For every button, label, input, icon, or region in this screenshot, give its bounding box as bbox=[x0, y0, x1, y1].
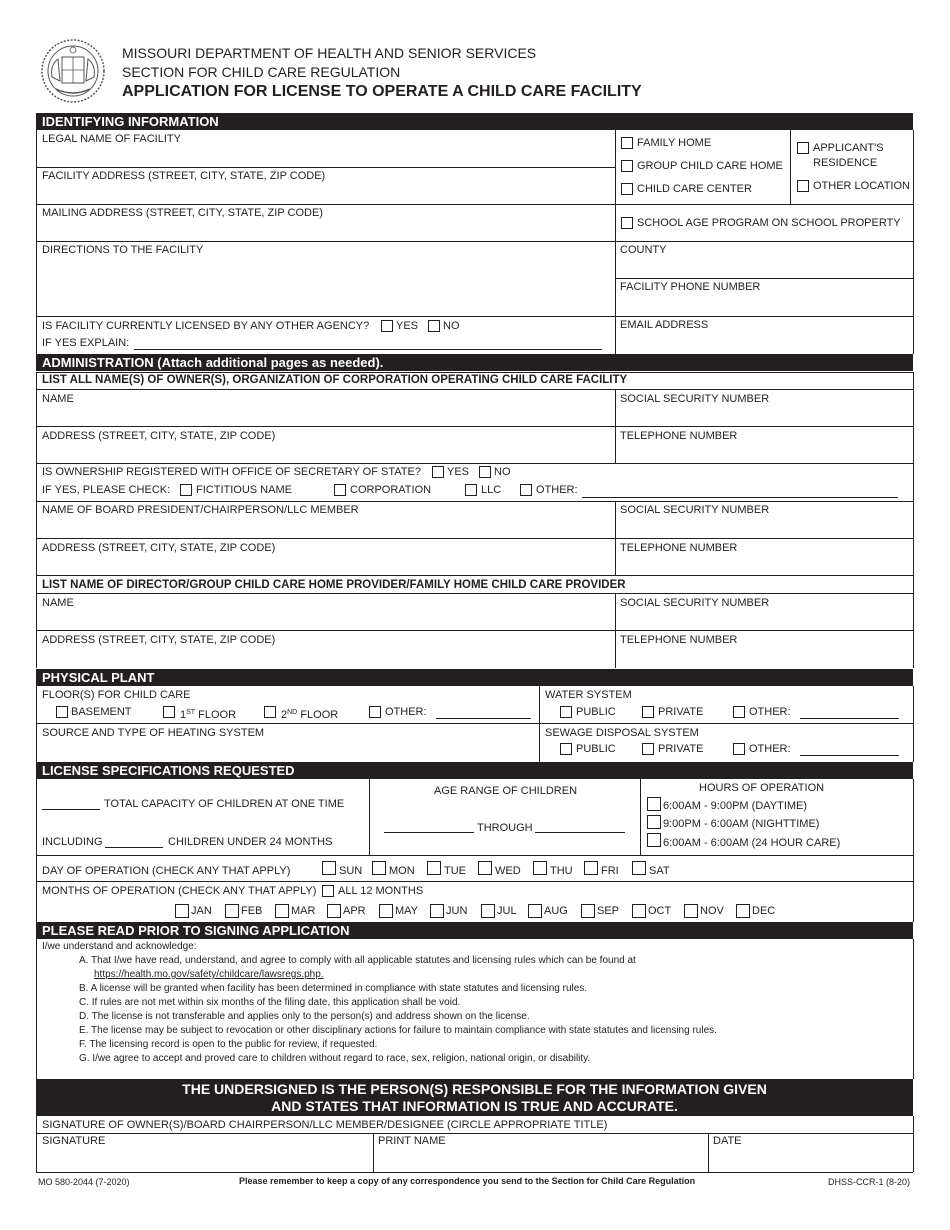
water-public-label: PUBLIC bbox=[576, 706, 616, 718]
page-title: APPLICATION FOR LICENSE TO OPERATE A CHILD CARE FACILITY bbox=[122, 83, 642, 100]
floor-other-checkbox[interactable] bbox=[369, 706, 381, 718]
under-24-label: CHILDREN UNDER 24 MONTHS bbox=[168, 836, 333, 848]
ownership-no-checkbox[interactable] bbox=[479, 466, 491, 478]
child-care-center-checkbox[interactable] bbox=[621, 183, 633, 195]
ownership-other-label: OTHER: bbox=[536, 484, 578, 496]
laws-link[interactable]: https://health.mo.gov/safety/childcare/lawsregs.php. bbox=[94, 969, 324, 980]
month-dec-checkbox[interactable] bbox=[736, 904, 750, 918]
owner-telephone-field[interactable]: TELEPHONE NUMBER bbox=[620, 430, 738, 442]
months-of-operation-label: MONTHS OF OPERATION (CHECK ANY THAT APPLY) bbox=[42, 885, 317, 897]
water-system-label: WATER SYSTEM bbox=[545, 689, 632, 701]
signature-field[interactable]: SIGNATURE bbox=[42, 1135, 106, 1147]
corporation-checkbox[interactable] bbox=[334, 484, 346, 496]
print-name-field[interactable]: PRINT NAME bbox=[378, 1135, 446, 1147]
days-of-operation-label: DAY OF OPERATION (CHECK ANY THAT APPLY) bbox=[42, 865, 291, 877]
director-ssn-field[interactable]: SOCIAL SECURITY NUMBER bbox=[620, 597, 770, 609]
licensed-no-label: NO bbox=[443, 320, 460, 332]
day-sat-checkbox[interactable] bbox=[632, 861, 646, 875]
month-jul-checkbox[interactable] bbox=[481, 904, 495, 918]
other-location-label: OTHER LOCATION bbox=[813, 180, 910, 192]
water-public-checkbox[interactable] bbox=[560, 706, 572, 718]
state-seal bbox=[40, 37, 106, 105]
acknowledge-f: F. The licensing record is open to the public for review, if requested. bbox=[79, 1039, 378, 1050]
identifying-section-heading: IDENTIFYING INFORMATION bbox=[36, 113, 913, 130]
llc-checkbox[interactable] bbox=[465, 484, 477, 496]
please-read-heading: PLEASE READ PRIOR TO SIGNING APPLICATION bbox=[36, 922, 913, 939]
group-home-label: GROUP CHILD CARE HOME bbox=[637, 160, 783, 172]
basement-label: BASEMENT bbox=[71, 706, 132, 718]
director-telephone-field[interactable]: TELEPHONE NUMBER bbox=[620, 634, 738, 646]
under-24-line[interactable] bbox=[105, 847, 163, 848]
mailing-address-field[interactable]: MAILING ADDRESS (STREET, CITY, STATE, ZIP CODE) bbox=[42, 207, 323, 219]
ownership-no-label: NO bbox=[494, 466, 511, 478]
first-floor-word: FLOOR bbox=[198, 709, 237, 721]
second-floor-word: FLOOR bbox=[300, 709, 339, 721]
county-field[interactable]: COUNTY bbox=[620, 244, 667, 256]
first-floor-checkbox[interactable] bbox=[163, 706, 175, 718]
board-ssn-field[interactable]: SOCIAL SECURITY NUMBER bbox=[620, 504, 770, 516]
acknowledge-a: A. That I/we have read, understand, and agree to comply with all applicable statutes and licensing rules which can be found at bbox=[79, 955, 636, 966]
directions-field[interactable]: DIRECTIONS TO THE FACILITY bbox=[42, 244, 204, 256]
board-address-field[interactable]: ADDRESS (STREET, CITY, STATE, ZIP CODE) bbox=[42, 542, 276, 554]
second-floor-suffix: ND bbox=[287, 709, 298, 716]
water-private-label: PRIVATE bbox=[658, 706, 704, 718]
day-wed-label: WED bbox=[495, 865, 521, 877]
owner-name-field[interactable]: NAME bbox=[42, 393, 74, 405]
day-sun-label: SUN bbox=[339, 865, 363, 877]
day-thu-checkbox[interactable] bbox=[533, 861, 547, 875]
floor-other-label: OTHER: bbox=[385, 706, 427, 718]
form-code: DHSS-CCR-1 (8-20) bbox=[828, 1177, 911, 1187]
basement-checkbox[interactable] bbox=[56, 706, 68, 718]
age-to-line[interactable] bbox=[535, 832, 625, 833]
director-address-field[interactable]: ADDRESS (STREET, CITY, STATE, ZIP CODE) bbox=[42, 634, 276, 646]
correspondence-note: Please remember to keep a copy of any correspondence you send to the Section for Child Care Regulation bbox=[239, 1176, 696, 1186]
month-oct-checkbox[interactable] bbox=[632, 904, 646, 918]
month-jan-label: JAN bbox=[191, 905, 212, 917]
twentyfour-hour-checkbox[interactable] bbox=[647, 833, 661, 847]
day-tue-checkbox[interactable] bbox=[427, 861, 441, 875]
sewage-other-line[interactable] bbox=[800, 755, 899, 756]
facility-phone-field[interactable]: FACILITY PHONE NUMBER bbox=[620, 281, 761, 293]
month-dec-label: DEC bbox=[752, 905, 776, 917]
nighttime-checkbox[interactable] bbox=[647, 815, 661, 829]
acknowledge-b: B. A license will be granted when facility has been determined in compliance with state statutes and licensing rules. bbox=[79, 983, 588, 994]
heating-system-field[interactable]: SOURCE AND TYPE OF HEATING SYSTEM bbox=[42, 727, 265, 739]
first-floor-number: 1 bbox=[180, 709, 187, 721]
through-label: THROUGH bbox=[477, 822, 533, 834]
month-apr-label: APR bbox=[343, 905, 366, 917]
second-floor-label bbox=[281, 706, 338, 722]
nighttime-label: 9:00PM - 6:00AM (NIGHTTIME) bbox=[663, 818, 820, 830]
legal-name-field[interactable]: LEGAL NAME OF FACILITY bbox=[42, 133, 181, 145]
ownership-yes-checkbox[interactable] bbox=[432, 466, 444, 478]
first-floor-suffix: ST bbox=[186, 709, 196, 716]
fictitious-name-checkbox[interactable] bbox=[180, 484, 192, 496]
administration-section-heading: ADMINISTRATION (Attach additional pages as needed). bbox=[36, 354, 913, 371]
water-other-line[interactable] bbox=[800, 718, 899, 719]
ownership-other-line[interactable] bbox=[582, 497, 898, 498]
twentyfour-hour-label: 6:00AM - 6:00AM (24 HOUR CARE) bbox=[663, 837, 841, 849]
month-nov-label: NOV bbox=[700, 905, 724, 917]
month-jun-label: JUN bbox=[446, 905, 468, 917]
day-fri-label: FRI bbox=[601, 865, 619, 877]
if-yes-explain-label: IF YES EXPLAIN: bbox=[42, 337, 130, 349]
total-capacity-line[interactable] bbox=[42, 809, 100, 810]
applicants-residence-label: APPLICANT'S bbox=[813, 142, 884, 154]
family-home-label: FAMILY HOME bbox=[637, 137, 712, 149]
form-number: MO 580-2044 (7-2020) bbox=[38, 1177, 130, 1187]
licensed-other-agency-question: IS FACILITY CURRENTLY LICENSED BY ANY OTHER AGENCY? bbox=[42, 320, 370, 332]
age-range-label: AGE RANGE OF CHILDREN bbox=[434, 785, 578, 797]
total-capacity-label: TOTAL CAPACITY OF CHILDREN AT ONE TIME bbox=[104, 798, 345, 810]
acknowledge-e: E. The license may be subject to revocation or other disciplinary actions for failure to maintain compliance with state statutes and licensing rules. bbox=[79, 1025, 717, 1036]
month-feb-checkbox[interactable] bbox=[225, 904, 239, 918]
sewage-other-label: OTHER: bbox=[749, 743, 791, 755]
first-floor-label bbox=[180, 706, 236, 722]
day-sun-checkbox[interactable] bbox=[322, 861, 336, 875]
day-fri-checkbox[interactable] bbox=[584, 861, 598, 875]
all-12-months-checkbox[interactable] bbox=[322, 885, 334, 897]
sewage-private-label: PRIVATE bbox=[658, 743, 704, 755]
month-sep-label: SEP bbox=[597, 905, 620, 917]
applicants-residence-checkbox[interactable] bbox=[797, 142, 809, 154]
water-private-checkbox[interactable] bbox=[642, 706, 654, 718]
sewage-system-label: SEWAGE DISPOSAL SYSTEM bbox=[545, 727, 699, 739]
month-may-checkbox[interactable] bbox=[379, 904, 393, 918]
month-feb-label: FEB bbox=[241, 905, 263, 917]
month-aug-label: AUG bbox=[544, 905, 568, 917]
second-floor-number: 2 bbox=[281, 709, 288, 721]
licensed-yes-label: YES bbox=[396, 320, 419, 332]
month-jul-label: JUL bbox=[497, 905, 517, 917]
owner-ssn-field[interactable]: SOCIAL SECURITY NUMBER bbox=[620, 393, 770, 405]
floor-other-line[interactable] bbox=[436, 718, 531, 719]
ownership-registered-question: IS OWNERSHIP REGISTERED WITH OFFICE OF SECRETARY OF STATE? bbox=[42, 466, 421, 478]
all-12-months-label: ALL 12 MONTHS bbox=[338, 885, 424, 897]
school-age-label: SCHOOL AGE PROGRAM ON SCHOOL PROPERTY bbox=[637, 217, 901, 229]
month-jun-checkbox[interactable] bbox=[430, 904, 444, 918]
month-may-label: MAY bbox=[395, 905, 419, 917]
certification-banner bbox=[36, 1079, 913, 1116]
including-label: INCLUDING bbox=[42, 836, 103, 848]
floors-label: FLOOR(S) FOR CHILD CARE bbox=[42, 689, 191, 701]
physical-plant-heading: PHYSICAL PLANT bbox=[36, 669, 913, 686]
water-other-checkbox[interactable] bbox=[733, 706, 745, 718]
month-oct-label: OCT bbox=[648, 905, 672, 917]
acknowledge-intro: I/we understand and acknowledge: bbox=[42, 941, 197, 952]
sewage-public-label: PUBLIC bbox=[576, 743, 616, 755]
month-mar-checkbox[interactable] bbox=[275, 904, 289, 918]
month-jan-checkbox[interactable] bbox=[175, 904, 189, 918]
sewage-public-checkbox[interactable] bbox=[560, 743, 572, 755]
ownership-other-checkbox[interactable] bbox=[520, 484, 532, 496]
acknowledge-c: C. If rules are not met within six months of the filing date, this application shall be void. bbox=[79, 997, 461, 1008]
water-other-label: OTHER: bbox=[749, 706, 791, 718]
month-mar-label: MAR bbox=[291, 905, 316, 917]
section-name: SECTION FOR CHILD CARE REGULATION bbox=[122, 64, 401, 80]
second-floor-checkbox[interactable] bbox=[264, 706, 276, 718]
acknowledge-g: G. I/we agree to accept and proved care to children without regard to race, sex, religion, national origin, or disability. bbox=[79, 1053, 591, 1064]
day-tue-label: TUE bbox=[444, 865, 466, 877]
day-thu-label: THU bbox=[550, 865, 573, 877]
month-apr-checkbox[interactable] bbox=[327, 904, 341, 918]
day-mon-label: MON bbox=[389, 865, 415, 877]
board-president-name-field[interactable]: NAME OF BOARD PRESIDENT/CHAIRPERSON/LLC MEMBER bbox=[42, 504, 359, 516]
child-care-center-label: CHILD CARE CENTER bbox=[637, 183, 752, 195]
licensed-no-checkbox[interactable] bbox=[428, 320, 440, 332]
certification-banner-line-1: THE UNDERSIGNED IS THE PERSON(S) RESPONSIBLE FOR THE INFORMATION GIVEN bbox=[182, 1081, 767, 1097]
email-field[interactable]: EMAIL ADDRESS bbox=[620, 319, 709, 331]
month-sep-checkbox[interactable] bbox=[581, 904, 595, 918]
owners-subheading: LIST ALL NAME(S) OF OWNER(S), ORGANIZATION OF CORPORATION OPERATING CHILD CARE FACILITY bbox=[42, 374, 628, 386]
day-sat-label: SAT bbox=[649, 865, 670, 877]
corporation-label: CORPORATION bbox=[350, 484, 432, 496]
month-nov-checkbox[interactable] bbox=[684, 904, 698, 918]
board-telephone-field[interactable]: TELEPHONE NUMBER bbox=[620, 542, 738, 554]
acknowledge-d: D. The license is not transferable and applies only to the person(s) and address shown on the license. bbox=[79, 1011, 530, 1022]
group-home-checkbox[interactable] bbox=[621, 160, 633, 172]
family-home-checkbox[interactable] bbox=[621, 137, 633, 149]
department-name: MISSOURI DEPARTMENT OF HEALTH AND SENIOR SERVICES bbox=[122, 45, 537, 61]
age-from-line[interactable] bbox=[384, 832, 474, 833]
fictitious-name-label: FICTITIOUS NAME bbox=[196, 484, 292, 496]
hours-of-operation-label: HOURS OF OPERATION bbox=[699, 782, 825, 794]
other-location-checkbox[interactable] bbox=[797, 180, 809, 192]
applicants-residence-label-2: RESIDENCE bbox=[813, 157, 878, 169]
day-wed-checkbox[interactable] bbox=[478, 861, 492, 875]
ownership-yes-label: YES bbox=[447, 466, 470, 478]
daytime-label: 6:00AM - 9:00PM (DAYTIME) bbox=[663, 800, 808, 812]
signature-title-line: SIGNATURE OF OWNER(S)/BOARD CHAIRPERSON/LLC MEMBER/DESIGNEE (CIRCLE APPROPRIATE TITLE) bbox=[42, 1119, 608, 1131]
director-name-field[interactable]: NAME bbox=[42, 597, 74, 609]
if-yes-explain-line[interactable] bbox=[134, 349, 602, 350]
facility-address-field[interactable]: FACILITY ADDRESS (STREET, CITY, STATE, ZIP CODE) bbox=[42, 170, 326, 182]
llc-label: LLC bbox=[481, 484, 502, 496]
certification-banner-line-2: AND STATES THAT INFORMATION IS TRUE AND ACCURATE. bbox=[271, 1098, 678, 1114]
school-age-checkbox[interactable] bbox=[621, 217, 633, 229]
license-specifications-heading: LICENSE SPECIFICATIONS REQUESTED bbox=[36, 762, 913, 779]
licensed-yes-checkbox[interactable] bbox=[381, 320, 393, 332]
date-field[interactable]: DATE bbox=[713, 1135, 742, 1147]
director-subheading: LIST NAME OF DIRECTOR/GROUP CHILD CARE HOME PROVIDER/FAMILY HOME CHILD CARE PROVIDER bbox=[42, 579, 626, 591]
month-aug-checkbox[interactable] bbox=[528, 904, 542, 918]
owner-address-field[interactable]: ADDRESS (STREET, CITY, STATE, ZIP CODE) bbox=[42, 430, 276, 442]
daytime-checkbox[interactable] bbox=[647, 797, 661, 811]
if-yes-check-label: IF YES, PLEASE CHECK: bbox=[42, 484, 171, 496]
sewage-other-checkbox[interactable] bbox=[733, 743, 745, 755]
day-mon-checkbox[interactable] bbox=[372, 861, 386, 875]
sewage-private-checkbox[interactable] bbox=[642, 743, 654, 755]
